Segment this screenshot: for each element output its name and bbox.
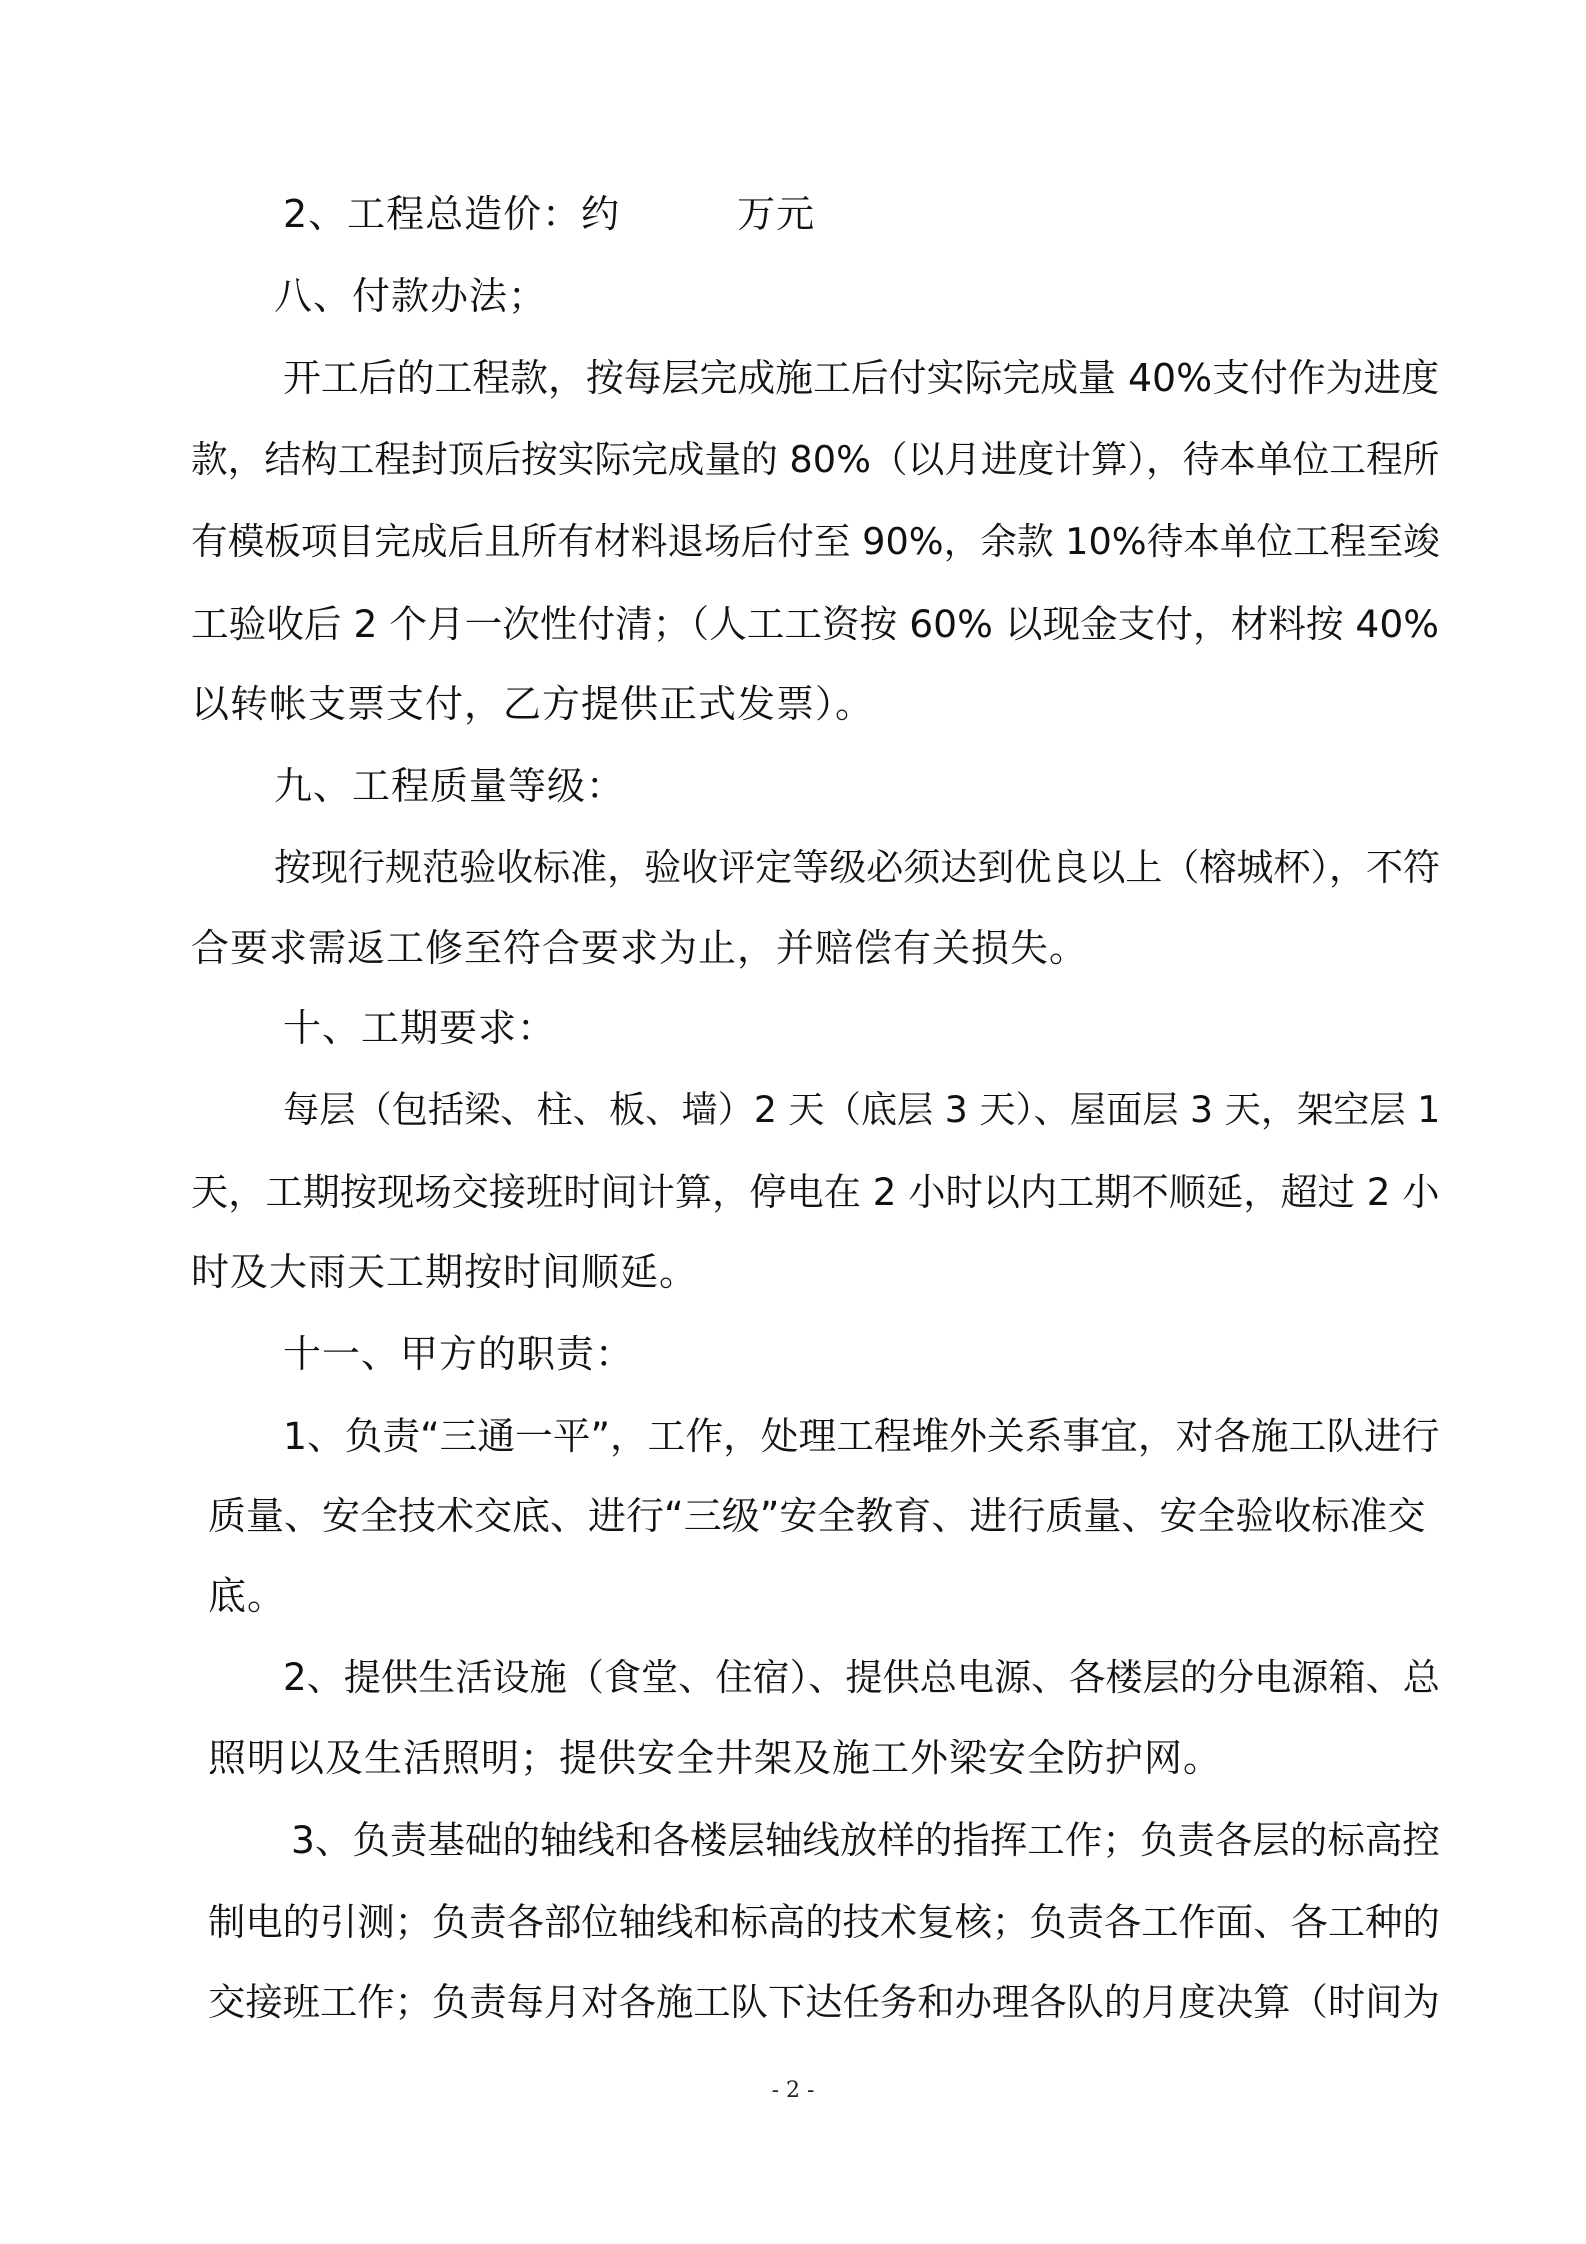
schedule-text-line-1: 每层（包括梁、柱、板、墙）2 天（底层 3 天）、屋面层 3 天，架空层 1	[283, 1088, 1441, 1131]
section-10-heading: 十、工期要求：	[283, 1006, 557, 1050]
duty-2-line-2: 照明以及生活照明；提供安全井架及施工外梁安全防护网。	[208, 1736, 1223, 1780]
section-11-heading: 十一、甲方的职责：	[283, 1332, 635, 1376]
payment-text-line-4: 工验收后 2 个月一次性付清；（人工工资按 60% 以现金支付，材料按 40%	[191, 602, 1440, 646]
duty-3-line-3: 交接班工作；负责每月对各施工队下达任务和办理各队的月度决算（时间为	[208, 1980, 1440, 2024]
section-9-heading: 九、工程质量等级：	[274, 764, 626, 808]
section-8-heading: 八、付款办法；	[274, 274, 548, 318]
page-number: - 2 -	[771, 2078, 815, 2103]
duty-3-line-1: 3、负责基础的轴线和各楼层轴线放样的指挥工作；负责各层的标高控	[291, 1818, 1440, 1862]
payment-text-line-5: 以转帐支票支付，乙方提供正式发票）。	[191, 682, 875, 726]
payment-text-line-3: 有模板项目完成后且所有材料退场后付至 90%，余款 10%待本单位工程至竣	[191, 520, 1440, 563]
duty-3-line-2: 制电的引测；负责各部位轴线和标高的技术复核；负责各工作面、各工种的	[208, 1900, 1440, 1944]
quality-text-line-2: 合要求需返工修至符合要求为止，并赔偿有关损失。	[191, 926, 1089, 970]
payment-text-line-1: 开工后的工程款，按每层完成施工后付实际完成量 40%支付作为进度	[283, 356, 1440, 400]
schedule-text-line-2: 天，工期按现场交接班时间计算，停电在 2 小时以内工期不顺延，超过 2 小	[191, 1170, 1440, 1214]
quality-text-line-1: 按现行规范验收标准，验收评定等级必须达到优良以上（榕城杯），不符	[274, 846, 1440, 889]
duty-1-line-2: 质量、安全技术交底、进行“三级”安全教育、进行质量、安全验收标准交	[208, 1494, 1426, 1538]
duty-2-line-1: 2、提供生活设施（食堂、住宿）、提供总电源、各楼层的分电源箱、总	[283, 1656, 1440, 1699]
duty-1-line-1: 1、负责“三通一平”，工作，处理工程堆外关系事宜，对各施工队进行	[283, 1414, 1440, 1458]
payment-text-line-2: 款，结构工程封顶后按实际完成量的 80%（以月进度计算），待本单位工程所	[191, 438, 1440, 481]
schedule-text-line-3: 时及大雨天工期按时间顺延。	[191, 1250, 699, 1294]
duty-1-line-3: 底。	[208, 1574, 287, 1618]
cost-line: 2、工程总造价：约 万元	[283, 192, 816, 236]
